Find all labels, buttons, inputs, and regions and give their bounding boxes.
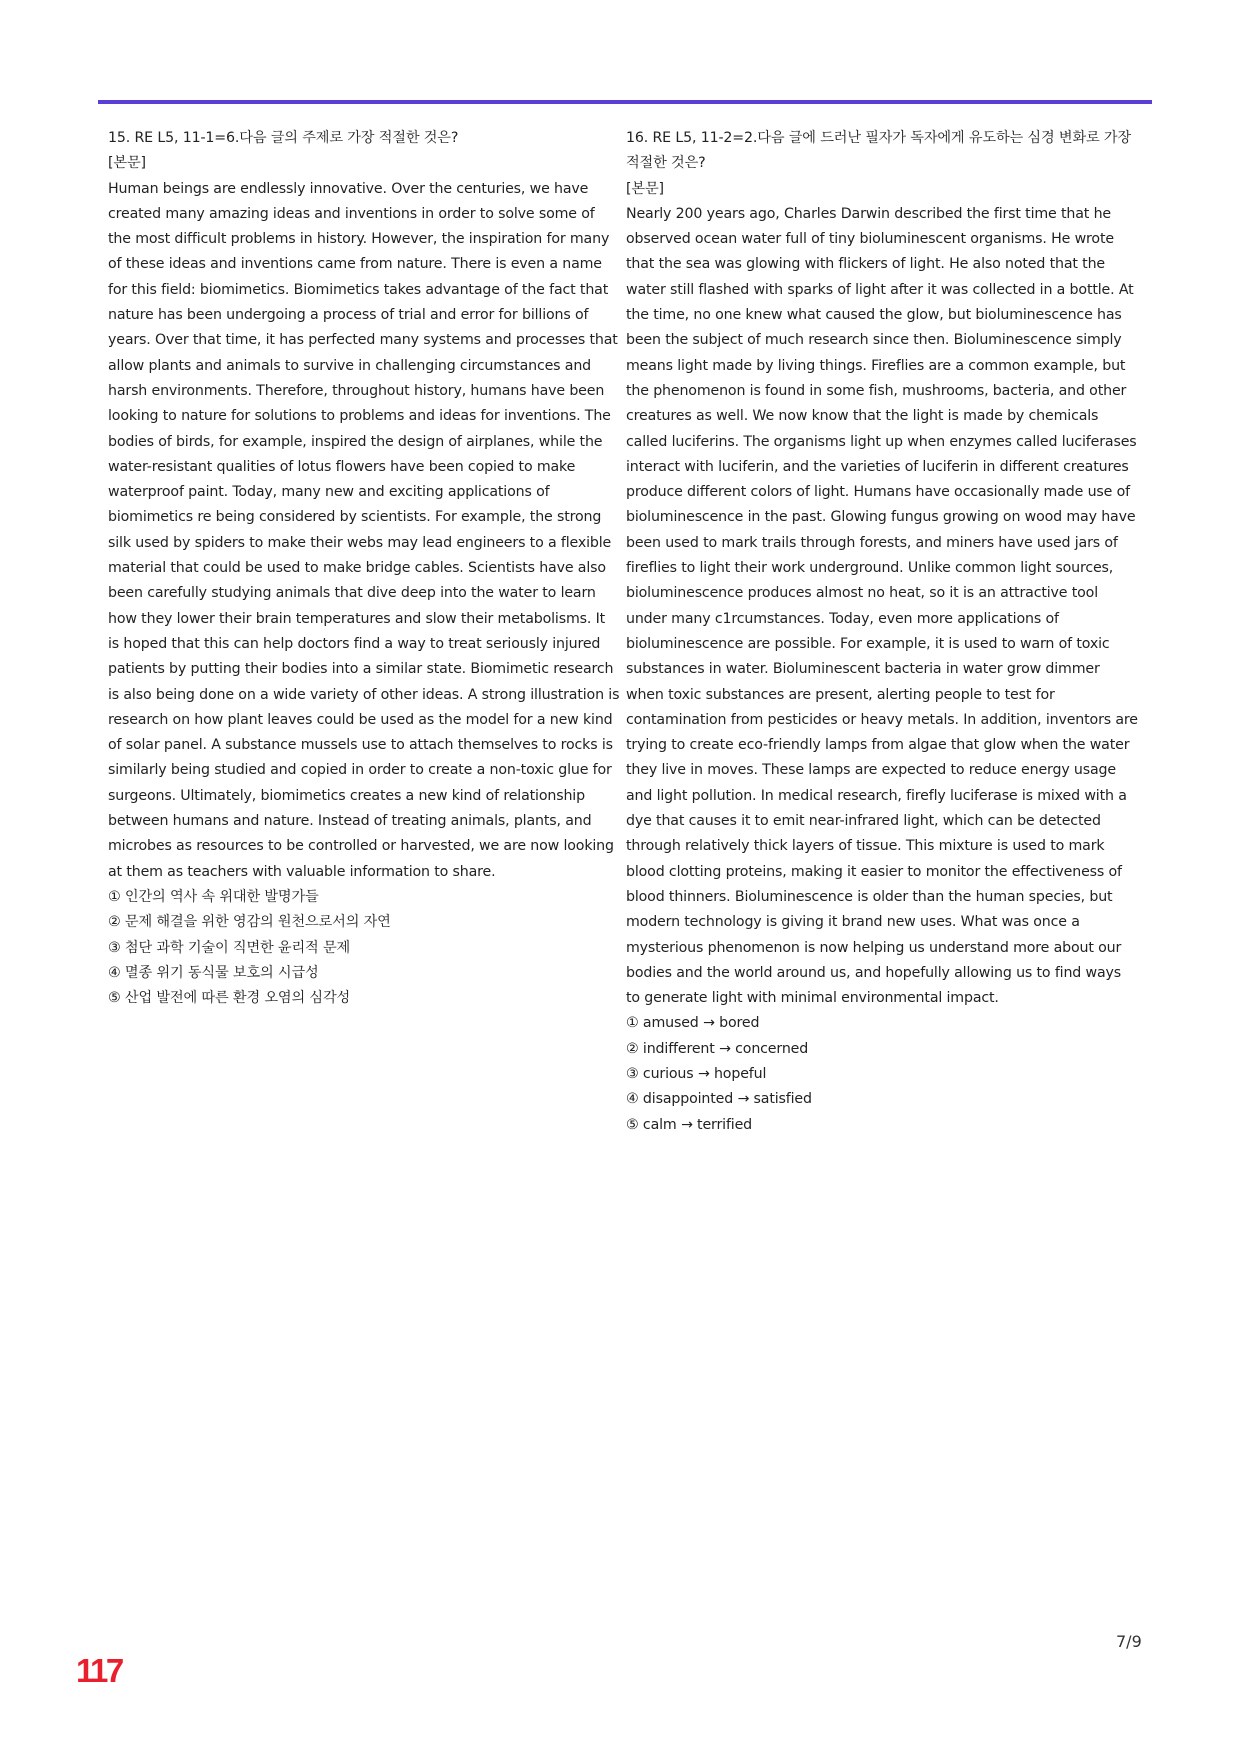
passage-tag: [본문] [626,180,664,197]
answer-choice-5[interactable]: ⑤ 산업 발전에 따른 환경 오염의 심각성 [108,990,351,1007]
question-title: 16. RE L5, 11-2=2.다음 글에 드러난 필자가 독자에게 유도하는 심경 변화로 가장 적절한 것은? [626,130,1132,172]
answer-choice-4[interactable]: ④ disappointed → satisfied [626,1091,812,1108]
answer-choice-3[interactable]: ③ curious → hopeful [626,1065,767,1082]
passage-tag: [본문] [108,155,146,172]
top-accent-rule [98,100,1152,104]
answer-choice-3[interactable]: ③ 첨단 과학 기술이 직면한 윤리적 문제 [108,939,351,956]
page-number: 7/9 [1116,1632,1142,1651]
answer-choice-4[interactable]: ④ 멸종 위기 동식물 보호의 시급성 [108,964,319,981]
answer-choice-2[interactable]: ② indifferent → concerned [626,1040,809,1057]
answer-choice-1[interactable]: ① amused → bored [626,1015,760,1032]
question-title: 15. RE L5, 11-1=6.다음 글의 주제로 가장 적절한 것은? [108,130,459,146]
page-logo: 117 [76,1652,122,1689]
answer-choices [108,885,620,1011]
question-16 [626,126,1138,1138]
question-15 [108,126,620,1011]
answer-choice-5[interactable]: ⑤ calm → terrified [626,1116,753,1133]
answer-choices [626,1011,1138,1137]
answer-choice-1[interactable]: ① 인간의 역사 속 위대한 발명가들 [108,888,319,905]
answer-choice-2[interactable]: ② 문제 해결을 위한 영감의 원천으로서의 자연 [108,914,391,931]
passage-text: Human beings are endlessly innovative. Over the centuries, we have created many amazing ideas and inventions in order to solve some of the most difficult problems in history. However, the inspiration for many of these ideas and inventions came from nature. There is even a name for this field: biomimetics. Biomimetics takes advantage of the fact that nature has been undergoing a process of trial and error for billions of years. Over that time, it has perfected many systems and processes that allow plants and animals to survive in challenging circumstances and harsh environments. Therefore, throughout history, humans have been looking to nature for solutions to problems and ideas for inventions. The bodies of birds, for example, inspired the design of airplanes, while the water-resistant qualities of lotus flowers have been copied to make waterproof paint. Today, many new and exciting applications of biomimetics re being considered by scientists. For example, the strong silk used by spiders to make their webs may lead engineers to a flexible material that could be used to make bridge cables. Scientists have also been carefully studying animals that dive deep into the water to learn how they lower their brain temperatures and slow their metabolisms. It is hoped that this can help doctors find a way to treat seriously injured patients by putting their bodies into a similar state. Biomimetic research is also being done on a wide variety of other ideas. A strong illustration is research on how plant leaves could be used as the model for a new kind of solar panel. A substance mussels use to attach themselves to rocks is similarly being studied and copied in order to create a non-toxic glue for surgeons. Ultimately, biomimetics creates a new kind of relationship between humans and nature. Instead of treating animals, plants, and microbes as resources to be controlled or harvested, we are now looking at them as teachers with valuable information to share. [108,180,620,880]
passage-text: Nearly 200 years ago, Charles Darwin described the first time that he observed ocean water full of tiny bioluminescent organisms. He wrote that the sea was glowing with flickers of light. He also noted that the water still flashed with sparks of light after it was collected in a bottle. At the time, no one knew what caused the glow, but bioluminescence has been the subject of much research since then. Bioluminescence simply means light made by living things. Fireflies are a common example, but the phenomenon is found in some fish, mushrooms, bacteria, and other creatures as well. We now know that the light is made by chemicals called luciferins. The organisms light up when enzymes called luciferases interact with luciferin, and the varieties of luciferin in different creatures produce different colors of light. Humans have occasionally made use of bioluminescence in the past. Glowing fungus growing on wood may have been used to mark trails through forests, and miners have used jars of fireflies to light their work underground. Unlike common light sources, bioluminescence produces almost no heat, so it is an attractive tool under many c1rcumstances. Today, even more applications of bioluminescence are possible. For example, it is used to warn of toxic substances in water. Bioluminescent bacteria in water grow dimmer when toxic substances are present, alerting people to test for contamination from pesticides or heavy metals. In addition, inventors are trying to create eco-friendly lamps from algae that glow when the water they live in moves. These lamps are expected to reduce energy usage and light pollution. In medical research, firefly luciferase is mixed with a dye that causes it to emit near-infrared light, which can be detected through relatively thick layers of tissue. This mixture is used to mark blood clotting proteins, making it easier to monitor the effectiveness of blood thinners. Bioluminescence is older than the human species, but modern technology is giving it brand new uses. What was once a mysterious phenomenon is now helping us understand more about our bodies and the world around us, and hopefully allowing us to find ways to generate light with minimal environmental impact. [626,205,1138,1007]
